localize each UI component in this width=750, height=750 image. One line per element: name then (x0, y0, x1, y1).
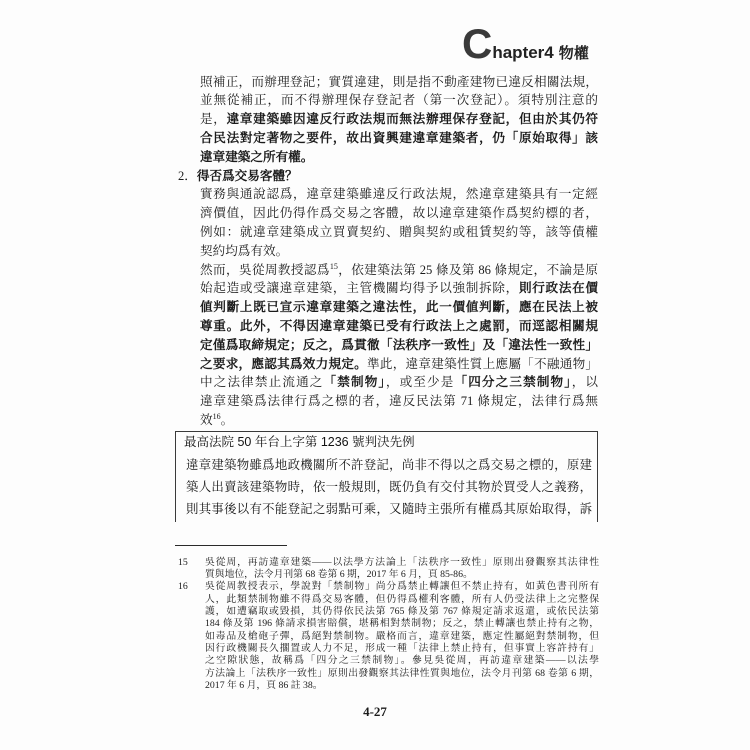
body-line (200, 392, 598, 411)
text-segment: 中之法律禁止流通之 (200, 375, 324, 390)
case-text-line: 違章建築物雖爲地政機關所不許登記，尚非不得以之爲交易之標的，原建 (186, 458, 592, 472)
text-segment: 違章建築爲法律行爲之標的者，違反民法第 71 條規定，法律行爲無 (200, 394, 598, 409)
footnote-text (205, 557, 599, 582)
case-box-lines (186, 454, 592, 520)
chapter-title: 物權 (558, 45, 589, 62)
text-segment: 濟價值，因此仍得作爲交易之客體，故以違章建築作爲契約標的者， (200, 206, 598, 221)
footnote-line: 2017 年 6 月，頁 86 註 38。 (205, 679, 323, 691)
footnote-line: 吳從周，再訪違章建築——以法學方法論上「法秩序一致性」原則出發觀察其法律性 (205, 556, 599, 568)
bold-text: 尊重。此外，不得因違章建築已受有行政法上之處罰，而逕認相關規 (200, 318, 598, 333)
body-line (200, 411, 598, 430)
footnote-ref: 15 (329, 261, 338, 271)
text-segment: 並無從補正，而不得辦理保存登記者（第一次登記）。須特別注意的 (200, 93, 598, 108)
text-segment: ，或至少是 (385, 375, 455, 390)
footnote-line: 質與地位，法令月刊第 68 卷第 6 期，2017 年 6 月，頁 85-86。 (205, 569, 473, 581)
footnote-line: 184 條及第 196 條請求損害賠償，堪稱相對禁制物；反之，禁止轉讓也禁止持有之物， (205, 618, 599, 630)
bold-text: 違章建築之所有權。 (200, 149, 314, 164)
chapter-initial: C (462, 20, 493, 67)
body-line (200, 110, 598, 129)
case-text-line: 築人出賣該建築物時，依一般規則，既仍負有交付其物於買受人之義務， (186, 480, 592, 494)
body-line (200, 317, 598, 336)
text-segment: 實務與通說認爲，違章建築雖違反行政法規，然違章建築具有一定經 (200, 187, 598, 202)
footnote (178, 557, 599, 582)
body-line (200, 242, 598, 261)
bold-text: 「禁制物」 (323, 375, 386, 390)
body-line (200, 373, 598, 392)
footnote-line: 吳從周教授表示，學說對「禁制物」尚分爲禁止轉讓但不禁止持有，如黃色書刊所有 (205, 581, 599, 593)
bold-text: 得否爲交易客體？ (196, 168, 298, 183)
text-segment: ，依建築法第 25 條及第 86 條規定，不論是原 (337, 262, 599, 277)
body-line (200, 298, 598, 317)
footnote-text (205, 581, 599, 692)
case-text-line: 則其事後以有不能登記之弱點可乘，又隨時主張所有權爲其原始取得，訴 (186, 502, 592, 516)
footnote-line: 之空隙狀態，故稱爲「四分之三禁制物」。參見吳從周，再訪違章建築——以法學 (205, 655, 599, 667)
bold-text: 定僅爲取締規定；反之，爲貫徹「法秩序一致性」及「違法性一致性」 (200, 337, 598, 352)
footnote-line: 護，如遭竊取或毀損，其仍得依民法第 765 條及第 767 條規定請求返還，或依民法第 (205, 606, 599, 618)
body-line (200, 279, 598, 298)
footnote-line: 方法論上「法秩序一致性」原則出發觀察其法律性質與地位，法令月刊第 68 卷第 6 期， (205, 667, 599, 679)
footnote-ref: 16 (212, 411, 221, 421)
body-line (200, 355, 598, 374)
body-line (200, 129, 598, 148)
bold-text: 之要求，應認其爲效力規定。 (200, 356, 368, 371)
text-segment: 是， (200, 112, 227, 127)
body-line (200, 91, 598, 110)
text-segment: 契約均爲有效。 (200, 243, 289, 258)
body-line (200, 73, 598, 92)
bold-text: 合民法對定著物之要件，故出資興建違章建築者，仍「原始取得」該 (200, 130, 598, 145)
body-line (200, 223, 598, 242)
footnote-separator (175, 545, 287, 546)
text-segment: 照補正，而辦理登記；實質違建，則是指不動產建物已違反相關法規， (200, 74, 598, 89)
body-line (200, 185, 598, 204)
text-segment: 效 (200, 412, 213, 427)
text-segment: 例如：就違章建築成立買賣契約、贈與契約或租賃契約等，該等債權 (200, 224, 598, 239)
text-segment: 始起造或受讓違章建築，主管機關均得予以強制拆除， (200, 281, 519, 296)
footnotes (178, 557, 599, 692)
bold-text: 値判斷上既已宣示違章建築之違法性，此一價値判斷，應在民法上被 (200, 300, 598, 315)
text-segment: 然而，吳從周教授認爲 (200, 262, 330, 277)
footnote-number: 15 (178, 556, 188, 568)
footnote-line: 人，此類禁制物雖不得爲交易客體，但仍得爲權利客體，所有人仍受法律上之完整保 (205, 593, 599, 605)
case-title: 最高法院 50 年台上字第 1236 號判決先例 (184, 435, 415, 449)
chapter-number: hapter4 (492, 43, 554, 62)
bold-text: 違章建築雖因違反行政法規而無法辦理保存登記，但由於其仍符 (226, 112, 599, 127)
body-line (200, 204, 598, 223)
main-body-text (178, 73, 599, 430)
text-segment: 。 (220, 412, 234, 427)
text-segment: 準此，違章建築性質上應屬「不融通物」 (367, 356, 599, 371)
footnote-line: 如毒品及槍砲子彈，爲絕對禁制物。嚴格而言，違章建築，應定性屬絕對禁制物，但 (205, 630, 599, 642)
text-segment: ，以 (571, 375, 599, 390)
body-line (200, 261, 598, 280)
body-line (200, 148, 598, 167)
text-segment: 2． (178, 168, 197, 183)
page-number: 4-27 (363, 704, 387, 719)
body-line (200, 336, 598, 355)
footnote (178, 581, 599, 692)
bold-text: 則行政法在價 (518, 281, 599, 296)
footnote-line: 因行政機關長久擱置或人力不足，形成一種「法律上禁止持有，但事實上容許持有」 (205, 642, 599, 654)
case-precedent-box (175, 431, 598, 522)
bold-text: 「四分之三禁制物」 (454, 375, 572, 390)
footnote-number: 16 (178, 581, 188, 593)
section-heading (178, 167, 598, 186)
chapter-header (462, 22, 589, 66)
